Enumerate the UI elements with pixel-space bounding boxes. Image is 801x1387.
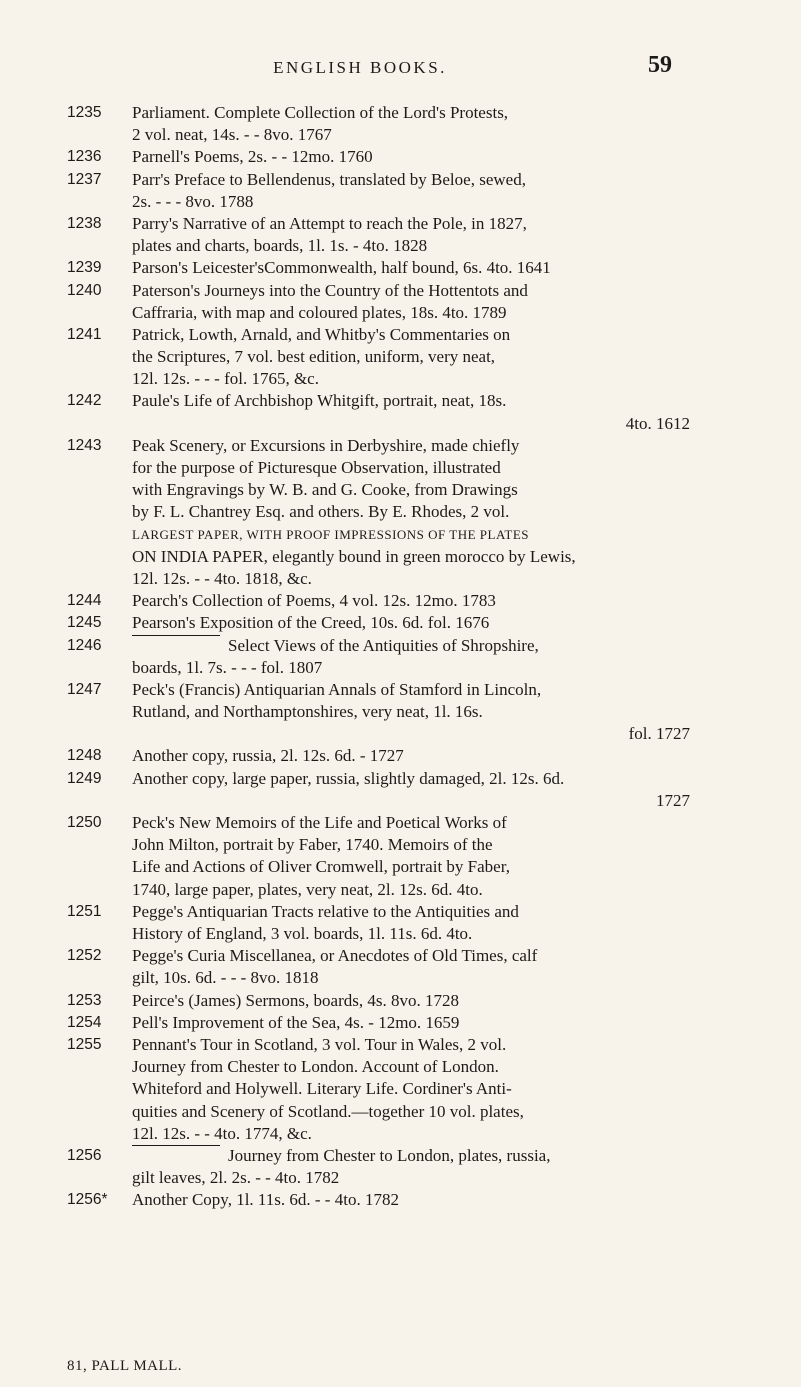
lot-number: 1236: [67, 148, 102, 166]
lot-number: 1239: [67, 259, 102, 277]
entry-line: Another copy, large paper, russia, slightly damaged, 2l. 12s. 6d.: [132, 768, 565, 788]
entry-line: Paule's Life of Archbishop Whitgift, portrait, neat, 18s.: [132, 391, 507, 411]
catalogue-entry: [67, 102, 690, 146]
entry-line: [132, 1145, 690, 1167]
entry-line: gilt, 10s. 6d. - - - 8vo. 1818: [132, 968, 319, 988]
catalogue-entry: [67, 812, 690, 901]
entry-line: Pell's Improvement of the Sea, 4s. - 12mo. 1659: [132, 1012, 460, 1032]
entry-line-text: Select Views of the Antiquities of Shropshire,: [228, 635, 539, 655]
catalogue-entry: [67, 257, 690, 279]
entry-line: Parson's Leicester'sCommonwealth, half bound, 6s. 4to. 1641: [132, 258, 551, 278]
lot-number: 1250: [67, 814, 102, 832]
entry-line: John Milton, portrait by Faber, 1740. Memoirs of the: [132, 835, 493, 855]
entry-line: Parry's Narrative of an Attempt to reach the Pole, in 1827,: [132, 213, 527, 233]
lot-number: 1248: [67, 747, 102, 765]
lot-number: 1241: [67, 325, 102, 343]
catalogue-entry: [67, 435, 690, 590]
catalogue-entry: [67, 1034, 690, 1145]
entry-line: Another Copy, 1l. 11s. 6d. - - 4to. 1782: [132, 1190, 399, 1210]
entry-line: Parr's Preface to Bellendenus, translated by Beloe, sewed,: [132, 169, 526, 189]
entry-line: 4to. 1612: [625, 413, 690, 433]
entry-line: with Engravings by W. B. and G. Cooke, from Drawings: [132, 480, 518, 500]
catalogue-entry: [67, 901, 690, 945]
entry-line: Peak Scenery, or Excursions in Derbyshire, made chiefly: [132, 435, 520, 455]
lot-number: 1254: [67, 1013, 102, 1031]
entry-line: fol. 1727: [628, 724, 690, 744]
catalogue-entry: [67, 213, 690, 257]
entry-line: 2 vol. neat, 14s. - - 8vo. 1767: [132, 125, 332, 145]
entry-line: Peck's (Francis) Antiquarian Annals of Stamford in Lincoln,: [132, 679, 542, 699]
entry-line: 2s. - - - 8vo. 1788: [132, 191, 254, 211]
lot-number: 1246: [67, 636, 102, 654]
entry-line: ON INDIA PAPER, elegantly bound in green morocco by Lewis,: [132, 546, 576, 566]
entry-line-text: Journey from Chester to London, plates, russia,: [228, 1145, 551, 1165]
lot-number: 1245: [67, 614, 102, 632]
entry-line: History of England, 3 vol. boards, 1l. 11s. 6d. 4to.: [132, 924, 473, 943]
catalogue-entry: [67, 990, 690, 1012]
entry-line: Parliament. Complete Collection of the Lord's Protests,: [132, 103, 509, 122]
catalogue-entry: [67, 945, 690, 989]
lot-number: 1252: [67, 947, 102, 965]
running-head: [0, 52, 801, 82]
publisher-address: 81, PALL MALL.: [67, 1358, 183, 1374]
entry-line: for the purpose of Picturesque Observation, illustrated: [132, 458, 501, 478]
catalogue-entry: [67, 768, 690, 812]
entry-line: Parnell's Poems, 2s. - - 12mo. 1760: [132, 147, 373, 167]
entry-line: by F. L. Chantrey Esq. and others. By E. Rhodes, 2 vol.: [132, 502, 510, 522]
entry-line: [132, 635, 690, 657]
entry-line: Paterson's Journeys into the Country of the Hottentots and: [132, 280, 528, 300]
entry-line: Caffraria, with map and coloured plates, 18s. 4to. 1789: [132, 302, 507, 322]
catalogue-entry: [67, 280, 690, 324]
entry-line: Journey from Chester to London. Account of London.: [132, 1057, 499, 1077]
entry-line: Pearson's Exposition of the Creed, 10s. 6d. fol. 1676: [132, 613, 490, 633]
catalogue-entry: [67, 324, 690, 391]
running-title: ENGLISH BOOKS.: [273, 58, 447, 77]
entry-line: Pennant's Tour in Scotland, 3 vol. Tour in Wales, 2 vol.: [132, 1034, 507, 1054]
lot-number: 1235: [67, 104, 102, 121]
catalogue-entry: [67, 1145, 690, 1189]
lot-number: 1247: [67, 680, 102, 698]
entry-line: Whiteford and Holywell. Literary Life. Cordiner's Anti-: [132, 1079, 512, 1099]
page-number: 59: [648, 52, 672, 78]
catalogue-entry: [67, 1189, 690, 1211]
entry-line: 1727: [656, 790, 690, 810]
lot-number: 1256*: [67, 1191, 108, 1209]
catalogue-entry: [67, 635, 690, 679]
catalogue-entry: [67, 146, 690, 168]
entry-line: Pegge's Curia Miscellanea, or Anecdotes of Old Times, calf: [132, 946, 538, 966]
entry-line: Peck's New Memoirs of the Life and Poetical Works of: [132, 813, 507, 833]
catalogue-entry: [67, 745, 690, 767]
catalogue-list: [67, 102, 690, 1211]
entry-line: Rutland, and Northamptonshires, very neat, 1l. 16s.: [132, 702, 483, 722]
catalogue-entry: [67, 612, 690, 634]
lot-number: 1249: [67, 769, 102, 787]
entry-line: 1740, large paper, plates, very neat, 2l. 12s. 6d. 4to.: [132, 879, 483, 899]
catalogue-entry: [67, 679, 690, 746]
entry-line: Life and Actions of Oliver Cromwell, portrait by Faber,: [132, 857, 510, 877]
entry-line: boards, 1l. 7s. - - - fol. 1807: [132, 657, 323, 677]
lot-number: 1244: [67, 592, 102, 610]
entry-line: 12l. 12s. - - 4to. 1818, &c.: [132, 568, 312, 588]
catalogue-entry: [67, 169, 690, 213]
lot-number: 1243: [67, 436, 102, 454]
entry-line: Pearch's Collection of Poems, 4 vol. 12s. 12mo. 1783: [132, 591, 496, 611]
lot-number: 1253: [67, 991, 102, 1009]
entry-line: plates and charts, boards, 1l. 1s. - 4to. 1828: [132, 236, 428, 256]
ditto-rule: [132, 635, 220, 657]
lot-number: 1240: [67, 281, 102, 299]
entry-line: Patrick, Lowth, Arnald, and Whitby's Commentaries on: [132, 324, 511, 344]
entry-line: Peirce's (James) Sermons, boards, 4s. 8vo. 1728: [132, 990, 459, 1010]
entry-line: 12l. 12s. - - - fol. 1765, &c.: [132, 369, 319, 389]
catalogue-entry: [67, 1012, 690, 1034]
lot-number: 1237: [67, 170, 102, 188]
lot-number: 1251: [67, 902, 102, 920]
entry-line: LARGEST PAPER, WITH PROOF IMPRESSIONS OF THE PLATES: [132, 526, 530, 542]
entry-line: the Scriptures, 7 vol. best edition, uniform, very neat,: [132, 347, 496, 367]
catalogue-entry: [67, 390, 690, 434]
entry-line: quities and Scenery of Scotland.—together 10 vol. plates,: [132, 1101, 524, 1121]
lot-number: 1238: [67, 214, 102, 232]
ditto-rule: [132, 1145, 220, 1167]
entry-line: 12l. 12s. - - 4to. 1774, &c.: [132, 1123, 312, 1143]
entry-line: Another copy, russia, 2l. 12s. 6d. - 1727: [132, 746, 404, 766]
lot-number: 1256: [67, 1146, 102, 1164]
lot-number: 1242: [67, 392, 102, 410]
entry-line: Pegge's Antiquarian Tracts relative to the Antiquities and: [132, 901, 519, 921]
lot-number: 1255: [67, 1035, 102, 1053]
entry-line: gilt leaves, 2l. 2s. - - 4to. 1782: [132, 1168, 340, 1188]
catalogue-entry: [67, 590, 690, 612]
